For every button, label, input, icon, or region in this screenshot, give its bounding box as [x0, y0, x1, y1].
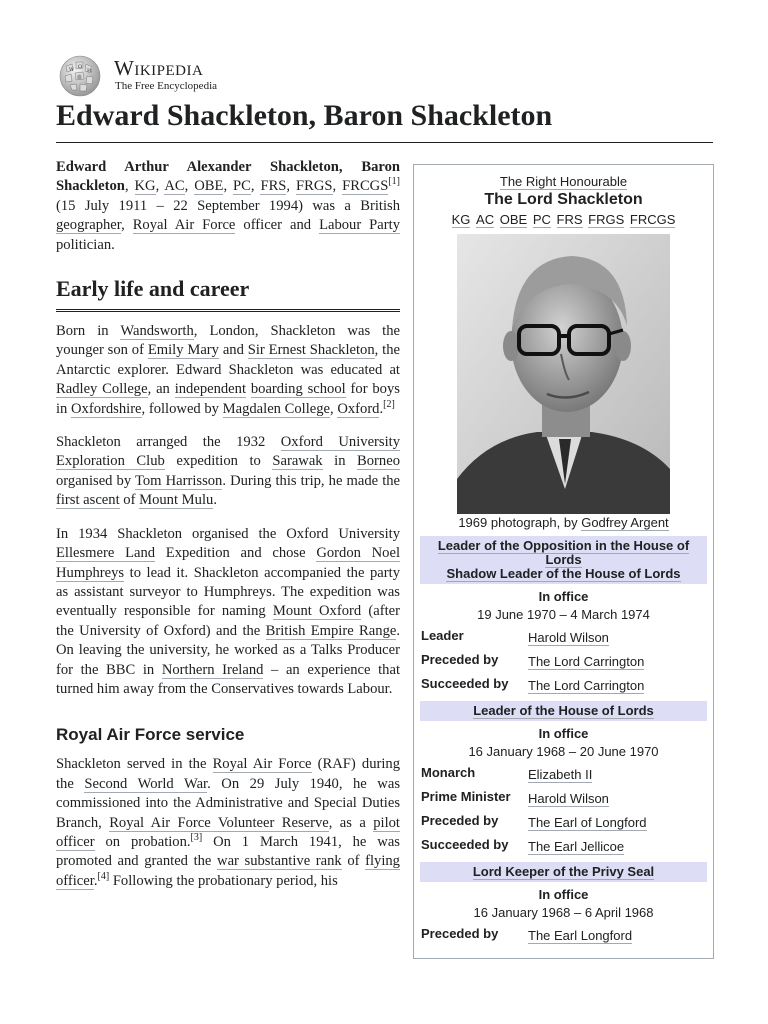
svg-text:W: W: [69, 67, 75, 73]
row-value-link[interactable]: The Earl Longford: [528, 928, 633, 943]
text: (after the University of Oxford) and the: [56, 603, 400, 639]
row-value-link[interactable]: The Lord Carrington: [528, 678, 645, 693]
office-header-privy-seal: [420, 862, 707, 882]
infobox-honorific: [414, 173, 713, 190]
infobox-postnominals: [414, 210, 713, 229]
link-pc[interactable]: PC: [233, 178, 251, 195]
row-label: Monarch: [421, 765, 476, 780]
link-rafvr[interactable]: Royal Air Force Volunteer Reserve: [109, 814, 329, 831]
text: Expedition and chose: [165, 545, 306, 562]
text: Shackleton served in the: [56, 756, 207, 773]
page-title: Edward Shackleton, Baron Shackleton: [56, 96, 713, 143]
text: in: [334, 453, 346, 470]
link-kg[interactable]: KG: [134, 178, 156, 195]
postnominal-kg[interactable]: KG: [451, 212, 471, 227]
row-label: Prime Minister: [421, 789, 511, 804]
text: , London, Shackleton was the younger son of: [56, 323, 400, 359]
text: , an: [147, 381, 170, 398]
office-dates: 16 January 1968 – 6 April 1968: [473, 905, 654, 920]
text: . During this trip, he made the: [222, 472, 401, 489]
link-oxford[interactable]: Oxford: [337, 400, 380, 417]
lead-dates: (15 July 1911 – 22 September 1994) was a British: [56, 197, 400, 214]
text: and: [222, 342, 244, 359]
link-oxfordshire[interactable]: Oxfordshire: [71, 400, 142, 417]
heading-raf-service: Royal Air Force service: [56, 725, 245, 745]
text: , the Antarctic explorer. Edward Shackleton was educated at: [56, 342, 400, 378]
text: on probation.: [105, 833, 191, 850]
link-radley-college[interactable]: Radley College: [56, 381, 148, 398]
row-label: Leader: [421, 628, 464, 643]
citation-3[interactable]: [3]: [190, 832, 203, 844]
link-boarding-school[interactable]: boarding school: [250, 381, 346, 398]
infobox-row: [420, 810, 707, 834]
postnominal-frcgs[interactable]: FRCGS: [629, 212, 676, 227]
text: (RAF) during the: [56, 756, 400, 792]
link-second-world-war[interactable]: Second World War: [84, 775, 208, 792]
link-mount-oxford[interactable]: Mount Oxford: [272, 603, 362, 620]
link-royal-air-force[interactable]: Royal Air Force: [212, 756, 312, 773]
postnominal-frgs[interactable]: FRGS: [588, 212, 625, 227]
photo-caption: [414, 514, 713, 532]
row-label: Succeeded by: [421, 837, 509, 852]
link-labour-party[interactable]: Labour Party: [319, 217, 400, 234]
postnominal-obe[interactable]: OBE: [499, 212, 528, 227]
infobox-row: [420, 649, 707, 673]
paragraph-early-3: [56, 525, 400, 700]
row-value-link[interactable]: Harold Wilson: [528, 630, 609, 645]
link-magdalen-college[interactable]: Magdalen College: [222, 400, 331, 417]
text: , followed by: [141, 400, 219, 417]
text: officer and: [243, 217, 312, 234]
text: expedition to: [176, 453, 261, 470]
link-flying-officer[interactable]: flying officer: [56, 853, 400, 889]
infobox-row: [420, 923, 707, 947]
link-wandsworth[interactable]: Wandsworth: [120, 323, 194, 340]
svg-text:Ω: Ω: [78, 64, 83, 70]
link-ernest-shackleton[interactable]: Sir Ernest Shackleton: [247, 342, 375, 359]
svg-text:И: И: [87, 68, 92, 74]
office-dates: 19 June 1970 – 4 March 1974: [477, 607, 650, 622]
text: of: [123, 492, 136, 509]
infobox-row: [420, 673, 707, 697]
link-first-ascent[interactable]: first ascent: [56, 492, 120, 509]
link-independent[interactable]: independent: [174, 381, 247, 398]
office-header-leader-of-opposition: [420, 536, 707, 584]
citation-4[interactable]: [4]: [97, 870, 110, 882]
link-leader-of-opposition-lords[interactable]: Leader of the Opposition in the House of Lords: [437, 538, 690, 567]
infobox-row: [420, 834, 707, 858]
link-leader-of-house-of-lords[interactable]: Leader of the House of Lords: [473, 703, 654, 718]
text: Following the probationary period, his: [112, 872, 338, 889]
paragraph-early-2: Shackleton arranged the 1932 Oxford University Exploration Club expedition to Sarawak in Borneo organised by Tom Harrisson. During this trip, he made the first ascent of Mount Mulu.: [56, 434, 401, 509]
heading-early-life: Early life and career: [56, 275, 400, 312]
row-value-link[interactable]: The Earl Jellicoe: [528, 839, 625, 854]
in-office-label: In office: [538, 887, 589, 902]
link-gordon-noel-humphreys[interactable]: Gordon Noel Humphreys: [56, 545, 401, 581]
link-pilot-officer[interactable]: pilot officer: [56, 814, 400, 850]
link-frs[interactable]: FRS: [260, 178, 287, 195]
link-frgs[interactable]: FRGS: [296, 178, 333, 195]
text: In 1934 Shackleton organised the Oxford University: [56, 525, 400, 542]
postnominal-pc[interactable]: PC: [532, 212, 551, 227]
link-frcgs[interactable]: FRCGS: [342, 178, 389, 195]
paragraph-early-1: Born in Wandsworth, London, Shackleton was the younger son of Emily Mary and Sir Ernest Shackleton, the Antarctic explorer. Edward Shackleton was educated at Radley College, an independent boarding school for boys in Oxfordshire, followed by Magdalen College, Oxford.[2]: [56, 323, 400, 417]
row-label: Succeeded by: [421, 676, 509, 691]
row-label: Preceded by: [421, 813, 499, 828]
wikipedia-globe-logo[interactable]: [56, 54, 104, 98]
infobox-row: [420, 762, 707, 786]
link-sarawak[interactable]: Sarawak: [272, 453, 323, 470]
link-mount-mulu[interactable]: Mount Mulu: [139, 492, 214, 509]
row-value-link[interactable]: Harold Wilson: [528, 791, 609, 806]
link-tom-harrisson[interactable]: Tom Harrisson: [134, 472, 223, 489]
portrait-photo[interactable]: [457, 234, 670, 514]
text: Born in: [56, 323, 109, 340]
text: of: [347, 853, 360, 870]
link-war-substantive-rank[interactable]: war substantive rank: [217, 853, 342, 870]
caption-text: 1969 photograph, by: [458, 515, 578, 530]
row-value-link[interactable]: Elizabeth II: [528, 767, 593, 782]
in-office-label: In office: [538, 589, 589, 604]
svg-text:維: 維: [77, 75, 83, 81]
text: Shackleton arranged the 1932: [56, 434, 266, 451]
row-value-link[interactable]: The Earl of Longford: [528, 815, 647, 830]
link-ellesmere-land[interactable]: Ellesmere Land: [56, 545, 156, 562]
link-the-right-honourable[interactable]: The Right Honourable: [499, 174, 628, 189]
link-godfrey-argent[interactable]: Godfrey Argent: [581, 515, 669, 530]
citation-1[interactable]: [1]: [388, 176, 401, 188]
text: to lead it. Shackleton accompanied the party as assistant surveyor to Humphreys. The expedition was eventually responsible for naming: [56, 564, 400, 620]
text: politician.: [56, 236, 115, 253]
text: organised by: [56, 472, 132, 489]
link-oxford-university-exploration-club[interactable]: Oxford University Exploration Club: [56, 434, 400, 470]
link-ac[interactable]: AC: [164, 178, 185, 195]
wikipedia-tagline: The Free Encyclopedia: [115, 80, 218, 92]
infobox-row: [420, 786, 707, 810]
office-header-leader-of-house: [420, 701, 707, 721]
link-obe[interactable]: OBE: [194, 178, 224, 195]
text: . On 29 July 1940, he was commissioned into the Administrative and Special Duties Branch,: [56, 775, 400, 831]
link-borneo[interactable]: Borneo: [357, 453, 400, 470]
link-emily-mary[interactable]: Emily Mary: [147, 342, 219, 359]
row-value-link[interactable]: The Lord Carrington: [528, 654, 645, 669]
link-lord-keeper-privy-seal[interactable]: Lord Keeper of the Privy Seal: [472, 864, 655, 879]
infobox-name: The Lord Shackleton: [484, 191, 643, 208]
link-geographer[interactable]: geographer: [56, 217, 122, 234]
postnominal-frs[interactable]: FRS: [556, 212, 583, 227]
link-shadow-leader-lords[interactable]: Shadow Leader of the House of Lords: [446, 566, 681, 581]
link-raf[interactable]: Royal Air Force: [132, 217, 236, 234]
text: On 1 March 1941, he was promoted and granted the: [56, 833, 400, 870]
text: . On leaving the university, he worked as a Talks Producer for the BBC in: [56, 622, 400, 678]
infobox: [413, 164, 714, 959]
postnominal-ac[interactable]: AC: [476, 212, 495, 227]
subject-name: Edward Arthur Alexander Shackleton, Baron Shackleton: [56, 159, 400, 195]
article-body: [56, 158, 400, 905]
lead-paragraph: Edward Arthur Alexander Shackleton, Baron Shackleton, KG, AC, OBE, PC, FRS, FRGS, FRCGS[1] (15 July 1911 – 22 September 1994) was a British geographer, Royal Air Force officer and Labour Party politician.: [56, 159, 401, 253]
citation-2[interactable]: [2]: [383, 398, 395, 410]
in-office-label: In office: [538, 726, 589, 741]
link-northern-ireland[interactable]: Northern Ireland: [161, 661, 264, 678]
row-label: Preceded by: [421, 926, 499, 941]
paragraph-raf-1: Shackleton served in the Royal Air Force (RAF) during the Second World War. On 29 July 1940, he was commissioned into the Administrative and Special Duties Branch, Royal Air Force Volunteer Reserve, as a pilot officer on probation.[3] On 1 March 1941, he was promoted and granted the war substantive rank of flying officer.[4] Following the probationary period, his: [56, 756, 400, 889]
office-dates: 16 January 1968 – 20 June 1970: [468, 744, 659, 759]
text: for boys in: [56, 381, 400, 417]
text: , as a: [328, 814, 366, 831]
infobox-row: [420, 625, 707, 649]
link-british-empire-range[interactable]: British Empire Range: [265, 622, 397, 639]
row-label: Preceded by: [421, 652, 499, 667]
wikipedia-wordmark[interactable]: Wikipedia: [114, 56, 204, 80]
text: – an experience that turned him away from the Conservatives towards Labour.: [56, 661, 400, 697]
